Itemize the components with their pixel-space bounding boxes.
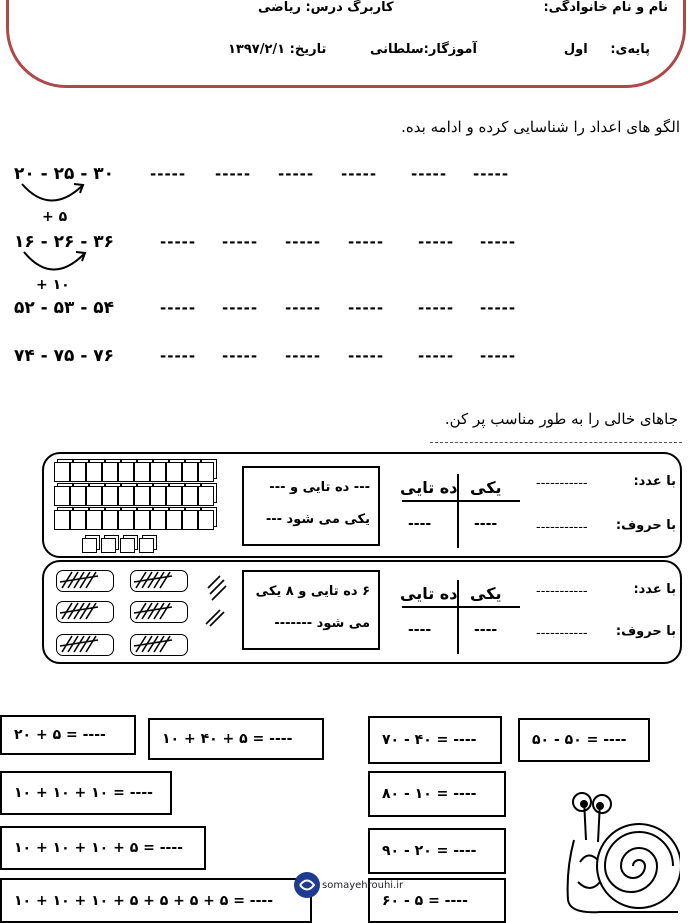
site-watermark: somayehrouhi.ir bbox=[322, 880, 404, 891]
step-arrow-2-icon bbox=[18, 248, 98, 278]
equation-box-6: ۸۰ - ۱۰ = ---- bbox=[368, 771, 506, 817]
ten-rod-cube-icon bbox=[102, 462, 118, 482]
ten-rod-cube-icon bbox=[150, 510, 166, 530]
worksheet-title: کاربرگ درس: ریاضی bbox=[258, 0, 394, 15]
panel2-tens-blank: ---- bbox=[408, 622, 432, 638]
blank: ----- bbox=[222, 299, 259, 317]
blank: ----- bbox=[215, 165, 252, 183]
ten-rod-cube-icon bbox=[118, 486, 134, 506]
panel1-ones-header: یکی bbox=[470, 478, 502, 497]
blank: ----- bbox=[160, 233, 197, 251]
ten-rod-cube-icon bbox=[86, 462, 102, 482]
pattern-row-1-start: ۲۰ - ۲۵ - ۳۰ bbox=[14, 164, 115, 184]
ten-rod-cube-icon bbox=[102, 486, 118, 506]
ten-rod-cube-icon bbox=[70, 510, 86, 530]
date-label: تاریخ: ۱۳۹۷/۲/۱ bbox=[228, 42, 327, 57]
panel1-by-words-line: ----------- bbox=[536, 520, 588, 535]
panel2-by-number-line: ----------- bbox=[536, 584, 588, 599]
ten-rod-cube-icon bbox=[166, 486, 182, 506]
panel2-table-hline bbox=[402, 606, 520, 608]
teacher-label: آموزگار:سلطانی bbox=[370, 42, 477, 57]
ten-rod-cube-icon bbox=[182, 510, 198, 530]
pattern-row-4-start: ۷۴ - ۷۵ - ۷۶ bbox=[14, 346, 115, 366]
step-arrow-1-icon bbox=[14, 180, 94, 210]
blank: ----- bbox=[418, 299, 455, 317]
unit-cube-icon bbox=[82, 538, 97, 553]
ten-rod-cube-icon bbox=[86, 486, 102, 506]
snail-icon bbox=[540, 790, 680, 918]
equation-box-4: ۵۰ - ۵۰ = ---- bbox=[518, 718, 650, 762]
tally-marks-icon bbox=[50, 568, 250, 660]
site-logo-icon bbox=[292, 870, 322, 900]
panel1-ones-blank: ---- bbox=[474, 516, 498, 532]
panel2-sentence-line1: ۶ ده تایی و ۸ یکی bbox=[255, 584, 370, 599]
panel2-tens-header: ده تایی bbox=[400, 584, 458, 603]
panel1-tens-blank: ---- bbox=[408, 516, 432, 532]
ten-rod-cube-icon bbox=[150, 486, 166, 506]
ten-rod-cube-icon bbox=[198, 462, 214, 482]
panel1-table-vline bbox=[457, 474, 459, 548]
step-label-2: + ۱۰ bbox=[36, 277, 70, 293]
ten-rod-cube-icon bbox=[54, 486, 70, 506]
blank: ----- bbox=[150, 165, 187, 183]
ten-rod-cube-icon bbox=[118, 510, 134, 530]
blank: ----- bbox=[285, 347, 322, 365]
equation-box-7: ۱۰ + ۱۰ + ۱۰ + ۵ = ---- bbox=[0, 826, 206, 870]
ten-rod-cube-icon bbox=[70, 486, 86, 506]
pattern-row-3-start: ۵۲ - ۵۳ - ۵۴ bbox=[14, 298, 115, 318]
blank: ----- bbox=[348, 299, 385, 317]
equation-box-10: ۶۰ - ۵ = ---- bbox=[368, 878, 506, 923]
blank: ----- bbox=[341, 165, 378, 183]
equation-box-2: ۱۰ + ۴۰ + ۵ = ---- bbox=[148, 718, 324, 760]
blank: ----- bbox=[285, 299, 322, 317]
grade-label: پایه‌ی: اول bbox=[563, 42, 650, 57]
blank: ----- bbox=[473, 165, 510, 183]
equation-box-9: ۱۰ + ۱۰ + ۱۰ + ۵ + ۵ + ۵ + ۵ = ---- bbox=[0, 878, 312, 923]
ten-rod-cube-icon bbox=[118, 462, 134, 482]
ten-rod-cube-icon bbox=[134, 510, 150, 530]
ten-rod-cube-icon bbox=[54, 462, 70, 482]
panel1-by-words-label: با حروف: bbox=[615, 518, 676, 533]
panel2-by-words-line: ----------- bbox=[536, 626, 588, 641]
ten-rod-cube-icon bbox=[166, 462, 182, 482]
ten-rod-cube-icon bbox=[134, 486, 150, 506]
ten-rod-cube-icon bbox=[54, 510, 70, 530]
unit-cube-icon bbox=[139, 538, 154, 553]
ten-rod-cube-icon bbox=[198, 510, 214, 530]
pattern-row-2-start: ۱۶ - ۲۶ - ۳۶ bbox=[14, 232, 115, 252]
panel1-table-hline bbox=[402, 500, 520, 502]
ten-rod-cube-icon bbox=[102, 510, 118, 530]
equation-box-5: ۱۰ + ۱۰ + ۱۰ = ---- bbox=[0, 771, 172, 815]
panel1-by-number-line: ----------- bbox=[536, 476, 588, 491]
step-label-1: + ۵ bbox=[42, 209, 68, 225]
name-label: نام و نام خانوادگی: bbox=[543, 0, 668, 15]
fill-instruction: جاهای خالی را به طور مناسب پر کن. bbox=[444, 410, 678, 428]
panel1-tens-header: ده تایی bbox=[400, 478, 458, 497]
equation-box-8: ۹۰ - ۲۰ = ---- bbox=[368, 828, 506, 874]
ten-rod-cube-icon bbox=[134, 462, 150, 482]
unit-cube-icon bbox=[101, 538, 116, 553]
panel1-sentence-box bbox=[242, 466, 380, 546]
divider bbox=[430, 442, 682, 443]
panel1-sentence-line1: --- ده تایی و --- bbox=[269, 480, 370, 495]
panel2-by-number-label: با عدد: bbox=[633, 582, 676, 597]
blank: ----- bbox=[411, 165, 448, 183]
unit-cube-icon bbox=[120, 538, 135, 553]
panel1-sentence-line2: یکی می شود --- bbox=[265, 512, 370, 527]
equation-box-3: ۷۰ - ۴۰ = ---- bbox=[368, 716, 502, 764]
blank: ----- bbox=[480, 299, 517, 317]
ten-rod-cube-icon bbox=[182, 462, 198, 482]
blank: ----- bbox=[285, 233, 322, 251]
ten-rod-cube-icon bbox=[70, 462, 86, 482]
blank: ----- bbox=[222, 233, 259, 251]
panel2-sentence-box bbox=[242, 570, 380, 650]
panel2-ones-blank: ---- bbox=[474, 622, 498, 638]
ten-rod-cube-icon bbox=[198, 486, 214, 506]
blank: ----- bbox=[160, 299, 197, 317]
equation-box-1: ۲۰ + ۵ = ---- bbox=[0, 715, 136, 755]
panel2-ones-header: یکی bbox=[470, 584, 502, 603]
panel2-sentence-line2: می شود ------- bbox=[274, 616, 370, 631]
ten-rod-cube-icon bbox=[182, 486, 198, 506]
panel2-by-words-label: با حروف: bbox=[615, 624, 676, 639]
blank: ----- bbox=[348, 347, 385, 365]
blank: ----- bbox=[348, 233, 385, 251]
panel1-by-number-label: با عدد: bbox=[633, 474, 676, 489]
blank: ----- bbox=[480, 233, 517, 251]
ten-rod-cube-icon bbox=[166, 510, 182, 530]
blank: ----- bbox=[418, 233, 455, 251]
pattern-instruction: الگو های اعداد را شناسایی کرده و ادامه بده. bbox=[401, 118, 680, 136]
blank: ----- bbox=[278, 165, 315, 183]
blank: ----- bbox=[418, 347, 455, 365]
blank: ----- bbox=[222, 347, 259, 365]
panel2-table-vline bbox=[457, 580, 459, 654]
ten-rod-cube-icon bbox=[86, 510, 102, 530]
blank: ----- bbox=[160, 347, 197, 365]
ten-rod-cube-icon bbox=[150, 462, 166, 482]
blank: ----- bbox=[480, 347, 517, 365]
